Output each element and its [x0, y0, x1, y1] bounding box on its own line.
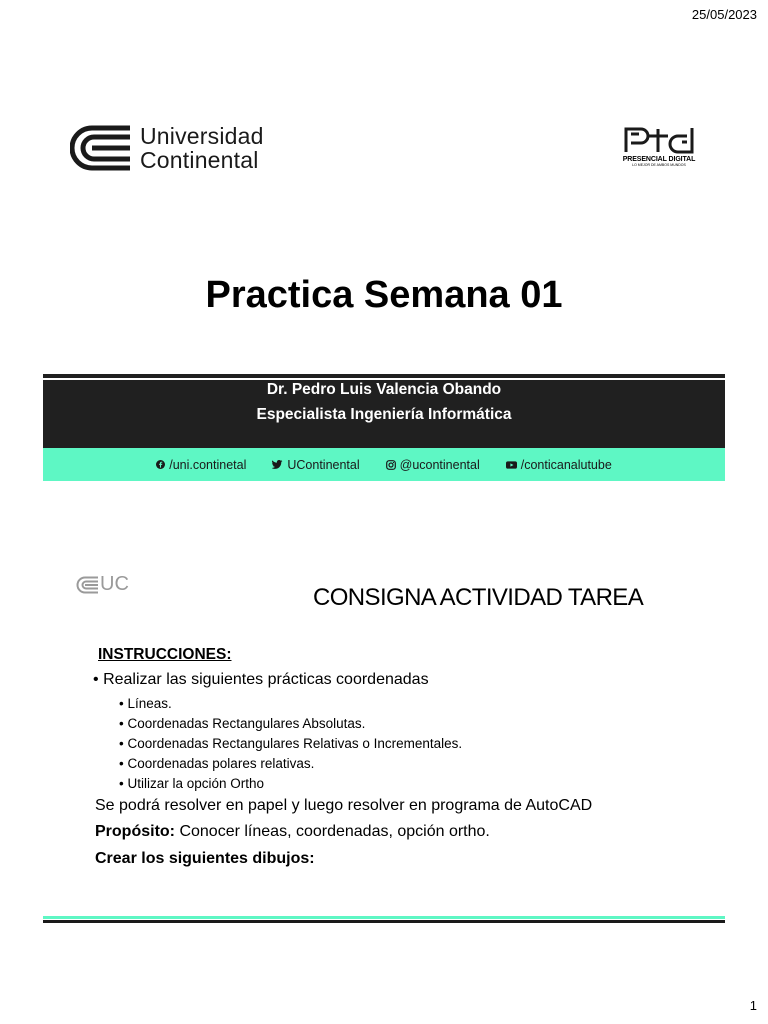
speaker-name: Dr. Pedro Luis Valencia Obando: [266, 381, 502, 398]
social-youtube[interactable]: [506, 458, 612, 472]
date-label: 25/05/2023: [691, 7, 757, 22]
list-item-text: Líneas.: [127, 696, 172, 711]
list-item: • Coordenadas polares relativas.: [119, 756, 315, 771]
social-links-bar: [43, 448, 725, 481]
slide-heading: CONSIGNA ACTIVIDAD TAREA: [313, 584, 644, 611]
universidad-continental-logo: [70, 124, 264, 172]
main-bullet: [93, 671, 429, 689]
create-paragraph: [95, 850, 315, 868]
instagram-icon: [386, 460, 396, 470]
list-item-text: Coordenadas Rectangulares Relativas o Incrementales.: [127, 736, 463, 751]
uc-logo-line1: Universidad: [140, 123, 264, 149]
uc-small-logo: [76, 573, 129, 596]
list-item: • Líneas.: [119, 696, 172, 711]
resolution-paragraph: Se podrá resolver en papel y luego resolver en programa de AutoCAD: [95, 797, 593, 814]
uc-small-logo-text: UC: [100, 573, 129, 595]
list-item-text: Utilizar la opción Ortho: [127, 776, 265, 791]
purpose-paragraph: [95, 823, 490, 841]
ptd-logo-line1: PRESENCIAL DIGITAL: [622, 156, 696, 163]
list-item: • Utilizar la opción Ortho: [119, 776, 265, 791]
social-label: @ucontinental: [399, 457, 480, 472]
list-item-text: Coordenadas Rectangulares Absolutas.: [127, 716, 366, 731]
sub-bullet-list: [119, 694, 462, 794]
create-label: Crear los siguientes dibujos:: [95, 850, 315, 867]
twitter-icon: [272, 460, 283, 469]
dark-line: [43, 920, 725, 923]
ptd-logo-line2: LO MEJOR DE AMBOS MUNDOS: [632, 163, 686, 167]
social-label: /conticanalutube: [520, 457, 612, 472]
ptd-logo-icon: [623, 126, 695, 154]
page-number: 1: [749, 998, 757, 1013]
accent-line: [43, 916, 725, 919]
uc-logo-line2: Continental: [140, 147, 259, 173]
purpose-label: Propósito:: [95, 823, 175, 840]
bottom-divider: [43, 916, 725, 923]
list-item: • Coordenadas Rectangulares Relativas o Incrementales.: [119, 736, 463, 751]
presencial-digital-logo: [622, 126, 696, 167]
bullet-icon: •: [93, 671, 99, 688]
speaker-banner: [43, 374, 725, 448]
list-item: • Coordenadas Rectangulares Absolutas.: [119, 716, 366, 731]
speaker-role: Especialista Ingeniería Informática: [256, 406, 512, 423]
social-facebook[interactable]: [156, 458, 246, 472]
social-twitter[interactable]: [272, 458, 359, 472]
uc-logo-wordmark: [140, 124, 264, 172]
social-instagram[interactable]: [386, 458, 480, 472]
main-bullet-text: Realizar las siguientes prácticas coordenadas: [103, 671, 429, 688]
instructions-heading: INSTRUCCIONES:: [98, 646, 232, 663]
facebook-icon: [156, 460, 165, 469]
social-label: /uni.continetal: [169, 457, 247, 472]
page-title: Practica Semana 01: [205, 274, 563, 316]
banner-divider: [43, 378, 725, 380]
youtube-icon: [506, 461, 517, 469]
uc-small-logo-icon: [76, 576, 98, 594]
uc-logo-icon: [70, 125, 130, 171]
purpose-text: Conocer líneas, coordenadas, opción ortho.: [175, 823, 490, 840]
social-label: UContinental: [287, 457, 360, 472]
list-item-text: Coordenadas polares relativas.: [127, 756, 315, 771]
